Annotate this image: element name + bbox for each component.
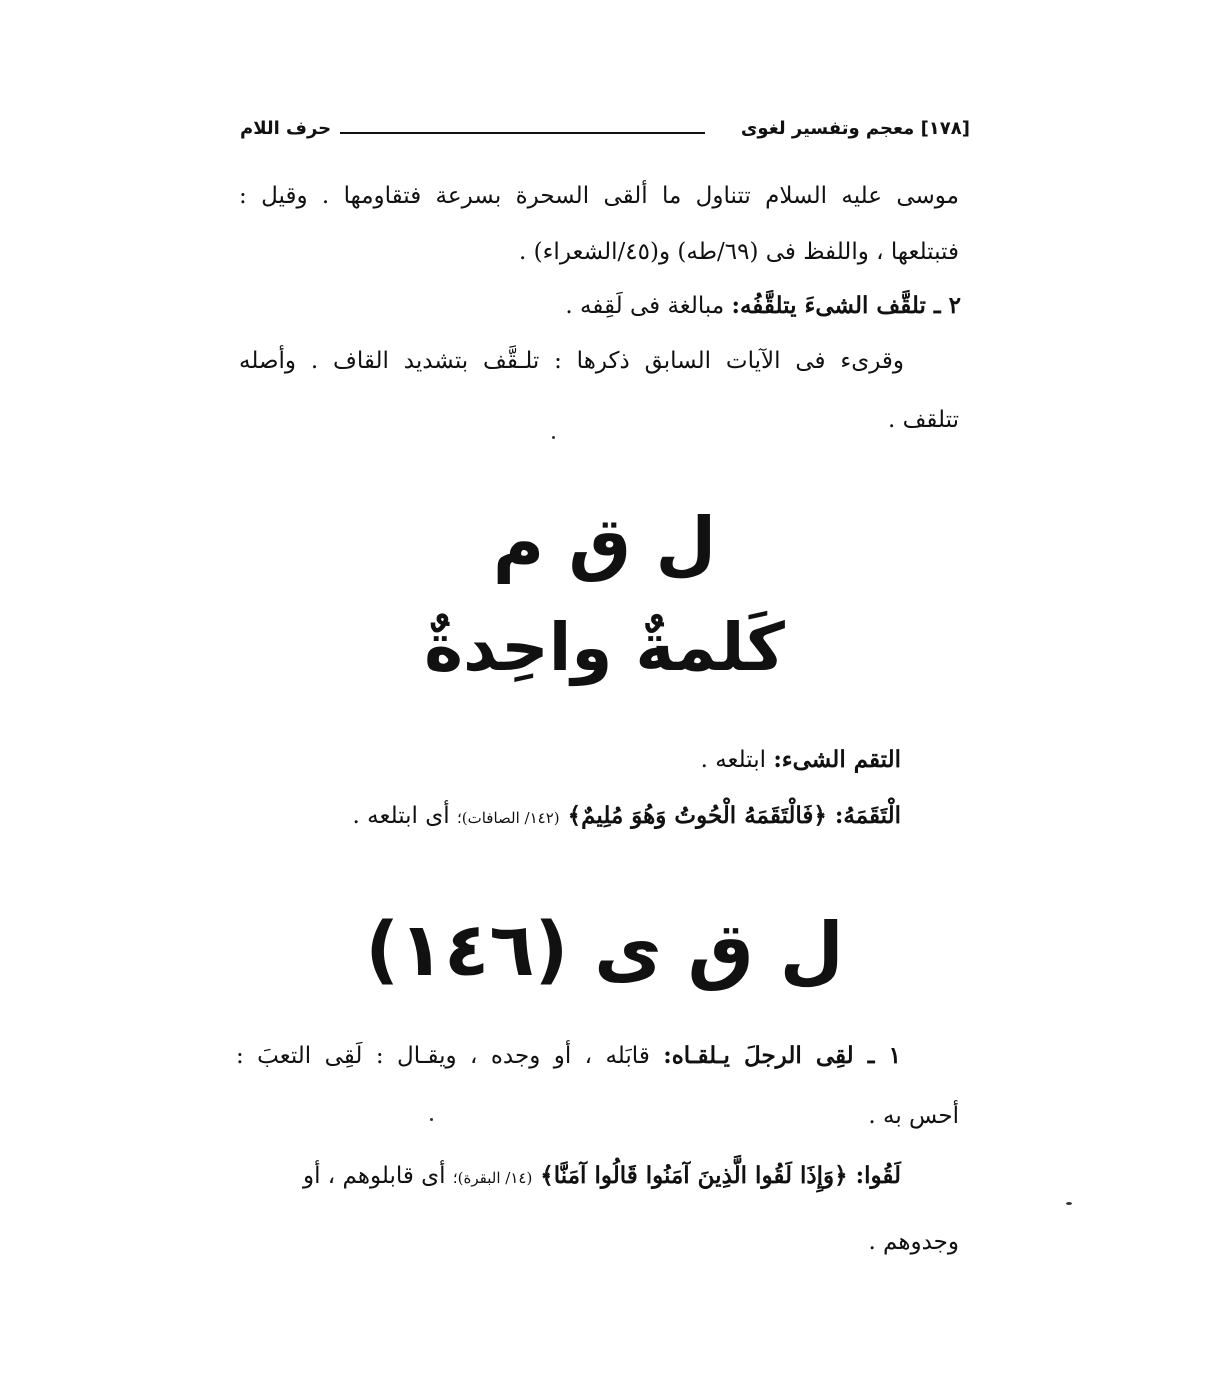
lqy-line-3	[236, 1160, 901, 1194]
lqy-line-2: أحس به .	[868, 1103, 959, 1129]
root-subtitle-lqm: كَلمةٌ واحِدةٌ	[424, 609, 785, 686]
lqm-gloss: أى ابتلعه .	[352, 803, 457, 829]
lqm-line-1	[181, 744, 901, 776]
speck	[552, 436, 555, 439]
root-heading-lqm: ل ق م	[492, 502, 717, 584]
lqy-gloss: أى قابلوهم ، أو	[302, 1163, 453, 1189]
header-rule	[340, 132, 705, 134]
speck	[430, 1118, 433, 1121]
intro-line-2: فتبتلعها ، واللفظ فى (٦٩/طه) و(٤٥/الشعراء) .	[519, 239, 959, 265]
lqy-headword-3: لَقُوا:	[855, 1162, 901, 1189]
lqm-headword-1: التقم الشىء:	[773, 746, 901, 773]
intro-item-2	[241, 290, 961, 322]
lqm-line-2	[181, 800, 901, 834]
lqy-quran-quote: ﴿وَإِذَا لَقُوا الَّذِينَ آمَنُوا قَالُوا آمَنَّا﴾	[532, 1162, 856, 1189]
lqy-line-1	[236, 1040, 901, 1072]
lqm-quran-quote: ﴿فَالْتَقَمَهُ الْحُوتُ وَهُوَ مُلِيمٌ﴾	[559, 802, 835, 829]
lqm-definition-1: ابتلعه .	[700, 747, 774, 773]
intro-line-5: تتلقف .	[887, 407, 959, 433]
item-2-headword: ٢ ـ تلقَّف الشىءَ يتلقَّفُه:	[731, 292, 961, 319]
lqy-quran-reference: (١٤/ البقرة)؛	[452, 1169, 533, 1187]
header-section: حرف اللام	[240, 118, 332, 139]
lqm-quran-reference: (١٤٢/ الصافات)؛	[456, 809, 560, 827]
speck	[1066, 1202, 1072, 1205]
header-title: [١٧٨] معجم وتفسير لغوى	[740, 118, 970, 139]
intro-line-4: وقرىء فى الآيات السابق ذكرها : تلـقَّف بتشديد القاف . وأصله	[239, 348, 904, 374]
lqy-definition-1: قابَله ، أو وجده ، ويقـال : لَقِى التعبَ :	[236, 1043, 664, 1069]
intro-line-1: موسى عليه السلام تتناول ما ألقى السحرة بسرعة فتقاومها . وقيل :	[239, 183, 959, 209]
lqm-headword-2: الْتَقَمَهُ:	[834, 802, 901, 829]
running-header	[240, 114, 970, 148]
item-2-definition: مبالغة فى لَقِفه .	[565, 293, 732, 319]
lqy-headword-1: ١ ـ لقِى الرجلَ يـلقـاه:	[663, 1042, 901, 1069]
lqy-line-4: وجدوهم .	[868, 1229, 959, 1255]
root-heading-lqy: ل ق ى (١٤٦)	[365, 907, 844, 993]
